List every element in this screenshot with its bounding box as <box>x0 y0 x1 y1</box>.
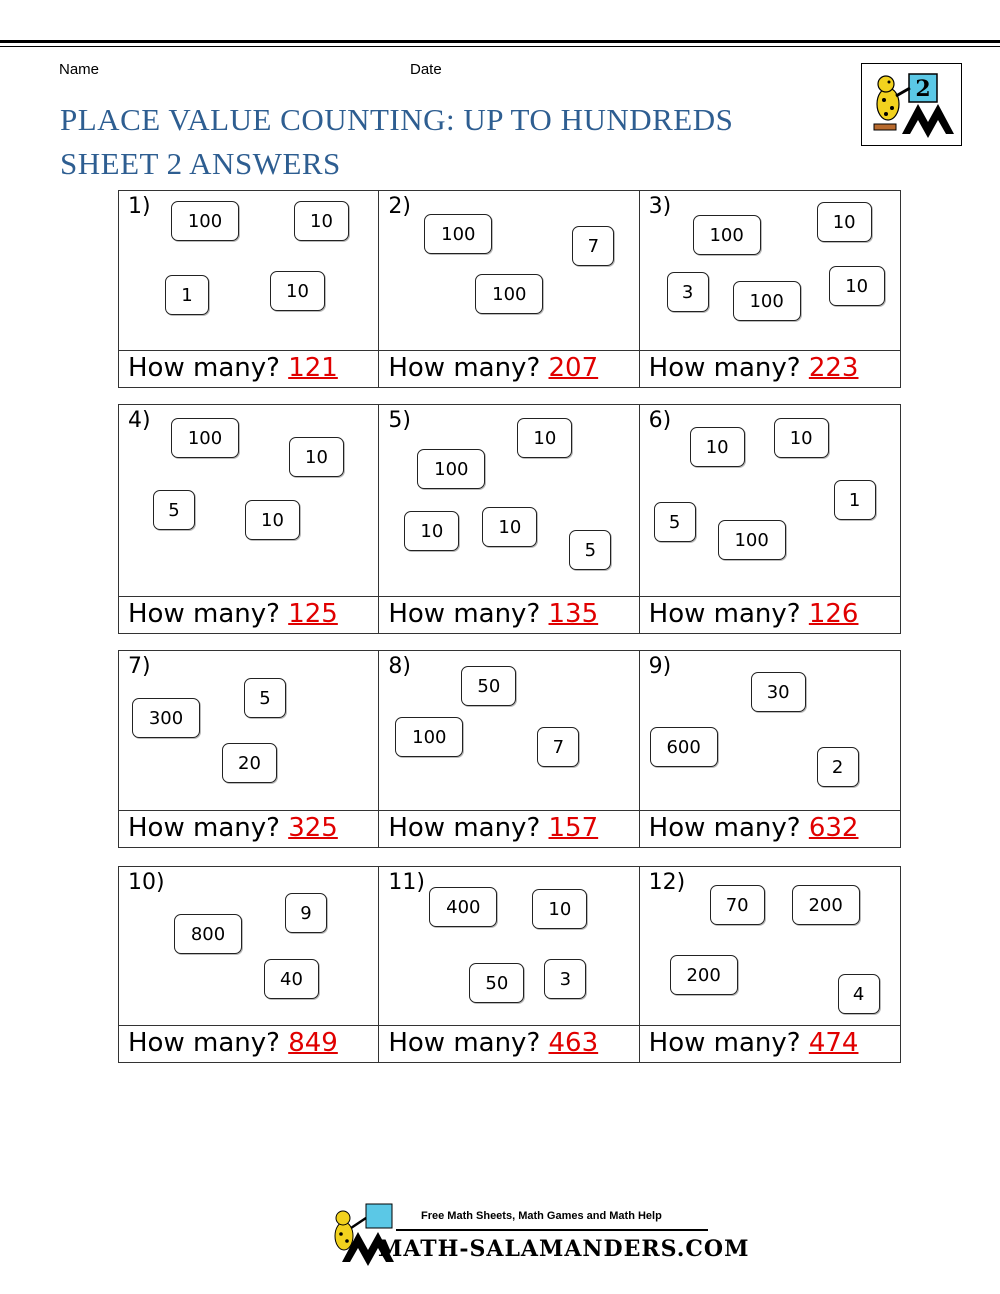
value-chip: 100 <box>475 274 543 314</box>
problem-cell-8 <box>379 651 639 812</box>
value-chip: 5 <box>654 502 696 542</box>
problem-cell-5 <box>379 405 639 598</box>
problem-row-4 <box>118 866 901 1063</box>
answer-line: How many? 632 <box>648 813 859 843</box>
top-rule-thin <box>0 46 1000 47</box>
answer-line: How many? 463 <box>388 1028 599 1058</box>
answer-value: 207 <box>548 353 599 383</box>
value-chip: 10 <box>532 889 587 929</box>
value-chip: 10 <box>482 507 537 547</box>
value-chip: 100 <box>395 717 463 757</box>
problem-number: 11) <box>388 870 425 895</box>
value-chip: 40 <box>264 959 319 999</box>
problem-cell-2 <box>379 191 639 352</box>
answer-value: 135 <box>548 599 599 629</box>
value-chip: 20 <box>222 743 277 783</box>
value-chip: 10 <box>404 511 459 551</box>
answer-strip <box>119 810 900 847</box>
value-chip: 5 <box>153 490 195 530</box>
value-chip: 10 <box>270 271 325 311</box>
value-chip: 4 <box>838 974 880 1014</box>
value-chip: 100 <box>718 520 786 560</box>
answer-line: How many? 849 <box>128 1028 338 1058</box>
answer-value: 157 <box>548 813 599 843</box>
problem-cell-10 <box>119 867 379 1027</box>
problem-cell-11 <box>379 867 639 1027</box>
value-chip: 100 <box>417 449 485 489</box>
problem-number: 3) <box>648 194 672 219</box>
answer-value: 121 <box>288 353 338 383</box>
value-chip: 300 <box>132 698 200 738</box>
answer-value: 125 <box>288 599 338 629</box>
problem-number: 9) <box>648 654 672 679</box>
problem-cell-1 <box>119 191 379 352</box>
value-chip: 2 <box>817 747 859 787</box>
name-label: Name <box>59 61 100 78</box>
answer-line: How many? 121 <box>128 353 338 383</box>
value-chip: 100 <box>171 418 239 458</box>
value-chip: 7 <box>537 727 579 767</box>
value-chip: 30 <box>751 672 806 712</box>
problem-number: 5) <box>388 408 411 433</box>
value-chip: 1 <box>834 480 876 520</box>
value-chip: 10 <box>289 437 344 477</box>
answer-line: How many? 474 <box>648 1028 859 1058</box>
problem-cell-6 <box>640 405 900 598</box>
value-chip: 600 <box>650 727 718 767</box>
answer-strip <box>119 1025 900 1062</box>
answer-strip <box>119 596 900 633</box>
value-chip: 10 <box>817 202 872 242</box>
footer-brand-link[interactable]: MATH-SALAMANDERS.COM <box>378 1236 750 1262</box>
answer-value: 223 <box>808 353 859 383</box>
answer-value: 463 <box>548 1028 599 1058</box>
value-chip: 400 <box>429 887 497 927</box>
problem-cell-9 <box>640 651 900 812</box>
answer-value: 474 <box>808 1028 859 1058</box>
problem-number: 4) <box>128 408 151 433</box>
value-chip: 200 <box>792 885 860 925</box>
value-chip: 200 <box>670 955 738 995</box>
problem-number: 6) <box>648 408 672 433</box>
value-chip: 70 <box>710 885 765 925</box>
value-chip: 5 <box>244 678 286 718</box>
problem-row-1 <box>118 190 901 388</box>
grade-badge: 2 <box>915 76 931 102</box>
answer-value: 325 <box>288 813 338 843</box>
problem-number: 1) <box>128 194 151 219</box>
value-chip: 10 <box>774 418 829 458</box>
top-rule <box>0 40 1000 43</box>
page-title: PLACE VALUE COUNTING: UP TO HUNDREDS <box>60 102 734 137</box>
problem-cell-7 <box>119 651 379 812</box>
value-chip: 3 <box>544 959 586 999</box>
value-chip: 800 <box>174 914 242 954</box>
value-chip: 10 <box>294 201 349 241</box>
value-chip: 7 <box>572 226 614 266</box>
problem-number: 8) <box>388 654 411 679</box>
answer-line: How many? 157 <box>388 813 599 843</box>
problem-number: 7) <box>128 654 151 679</box>
answer-value: 126 <box>808 599 859 629</box>
value-chip: 10 <box>245 500 300 540</box>
problem-number: 10) <box>128 870 165 895</box>
problem-row-2 <box>118 404 901 634</box>
value-chip: 50 <box>469 963 524 1003</box>
problem-cell-4 <box>119 405 379 598</box>
value-chip: 100 <box>693 215 761 255</box>
footer-rule <box>396 1229 708 1231</box>
problem-number: 2) <box>388 194 411 219</box>
salamander-logo-icon <box>862 64 961 145</box>
answer-line: How many? 125 <box>128 599 338 629</box>
answer-line: How many? 126 <box>648 599 859 629</box>
problem-row-3 <box>118 650 901 848</box>
problem-cell-3 <box>640 191 900 352</box>
problem-number: 12) <box>648 870 686 895</box>
grade-logo <box>861 63 962 146</box>
value-chip: 10 <box>517 418 572 458</box>
answer-line: How many? 223 <box>648 353 859 383</box>
answer-strip <box>119 350 900 387</box>
value-chip: 9 <box>285 893 327 933</box>
answer-line: How many? 325 <box>128 813 338 843</box>
value-chip: 100 <box>171 201 239 241</box>
value-chip: 100 <box>733 281 801 321</box>
value-chip: 50 <box>461 666 516 706</box>
page-subtitle: SHEET 2 ANSWERS <box>60 146 341 181</box>
answer-value: 849 <box>288 1028 338 1058</box>
value-chip: 1 <box>165 275 209 315</box>
value-chip: 100 <box>424 214 492 254</box>
answer-line: How many? 207 <box>388 353 599 383</box>
value-chip: 3 <box>667 272 709 312</box>
answer-line: How many? 135 <box>388 599 599 629</box>
value-chip: 5 <box>569 530 611 570</box>
answer-value: 632 <box>808 813 859 843</box>
date-label: Date <box>410 61 442 78</box>
problem-cell-12 <box>640 867 900 1027</box>
value-chip: 10 <box>829 266 885 306</box>
footer-tagline: Free Math Sheets, Math Games and Math Help <box>421 1210 662 1222</box>
value-chip: 10 <box>690 427 745 467</box>
